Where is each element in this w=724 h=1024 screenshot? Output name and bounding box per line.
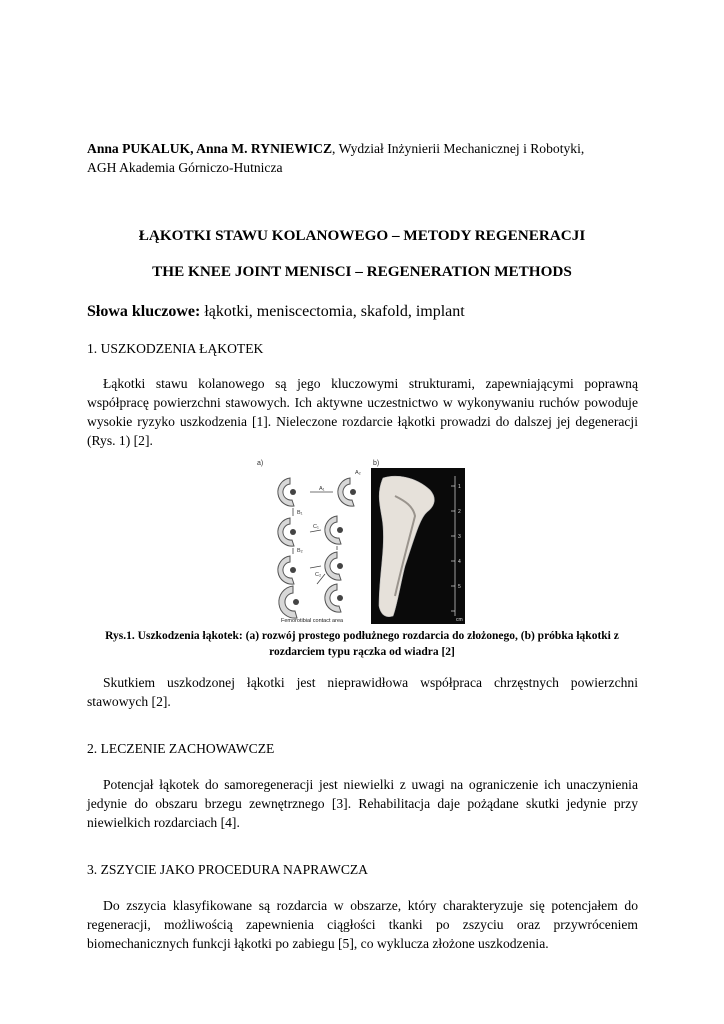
keywords-label: Słowa kluczowe:: [87, 303, 201, 320]
panel-a-label: a): [257, 460, 264, 467]
figure-meniscus-tears: [255, 456, 465, 626]
section-paragraph-1: [87, 374, 638, 450]
step-label: C₁: [313, 524, 319, 530]
step-label: A₂: [355, 470, 361, 476]
step-label: B₁: [297, 510, 303, 516]
keywords: [87, 303, 465, 321]
after-figure-paragraph-text: Skutkiem uszkodzonej łąkotki jest nieprawidłowa współpraca chrzęstnych powierzchni stawowych [2].: [87, 675, 638, 709]
author-affiliation: [87, 139, 647, 177]
section-paragraph-1-text: Łąkotki stawu kolanowego są jego kluczowymi strukturami, zapewniającymi poprawną współpracę powierzchni stawowych. Ich aktywne uczestnictwo w wykonywaniu ruchów powoduje wysokie ryzyko uszkodzenia [1]. Nieleczone rozdarcie łąkotki prowadzi do dalszej jej degeneracji (Rys. 1) [2].: [87, 376, 638, 448]
section-heading-2: 2. LECZENIE ZACHOWAWCZE: [87, 741, 275, 756]
scale-number: 1: [458, 484, 461, 490]
affiliation-line-2: AGH Akademia Górniczo-Hutnicza: [87, 160, 283, 175]
scale-unit: cm: [456, 617, 463, 623]
section-paragraph-3: [87, 896, 638, 953]
scale-number: 3: [458, 534, 461, 540]
title-english: THE KNEE JOINT MENISCI – REGENERATION METHODS: [152, 263, 572, 280]
section-heading-3: 3. ZSZYCIE JAKO PROCEDURA NAPRAWCZA: [87, 862, 369, 877]
section-heading-1: 1. USZKODZENIA ŁĄKOTEK: [87, 341, 264, 356]
title-polish: ŁĄKOTKI STAWU KOLANOWEGO – METODY REGENERACJI: [138, 227, 586, 244]
author-names: Anna PUKALUK, Anna M. RYNIEWICZ: [87, 141, 333, 156]
scale-number: 4: [458, 559, 461, 565]
after-figure-paragraph: [87, 673, 638, 711]
panel-b-label: b): [373, 460, 380, 467]
step-label: B₂: [297, 548, 303, 554]
step-label: A₁: [319, 486, 325, 492]
figure-image: [255, 456, 465, 626]
keywords-text: łąkotki, meniscectomia, skafold, implant: [200, 303, 465, 320]
scale-number: 5: [458, 584, 461, 590]
section-paragraph-2-text: Potencjał łąkotek do samoregeneracji jest niewielki z uwagi na ograniczenie ich unaczynienia jedynie do obszaru brzegu zewnętrznego [3]. Rehabilitacja daje pożądane skutki jedynie przy niewielkich rozdarciach [4].: [87, 777, 638, 830]
affiliation-line-1: , Wydział Inżynierii Mechanicznej i Robotyki,: [332, 141, 585, 156]
scale-number: 2: [458, 509, 461, 515]
section-paragraph-2: [87, 775, 638, 832]
step-label: C₂: [315, 572, 322, 578]
contact-area-label: Femorotibial contact area: [281, 618, 344, 624]
figure-caption: Rys.1. Uszkodzenia łąkotek: (a) rozwój prostego podłużnego rozdarcia do złożonego, (b) próbka łąkotki z rozdarciem typu rączka od wiadra [2]: [105, 630, 619, 658]
section-paragraph-3-text: Do zszycia klasyfikowane są rozdarcia w obszarze, który charakteryzuje się potencjałem do regeneracji, możliwością zapewnienia ciągłości tkanki po zszyciu oraz przywróceniem biomechanicznych funkcji łąkotki po zabiegu [5], co wyklucza złożone uszkodzenia.: [87, 898, 638, 951]
